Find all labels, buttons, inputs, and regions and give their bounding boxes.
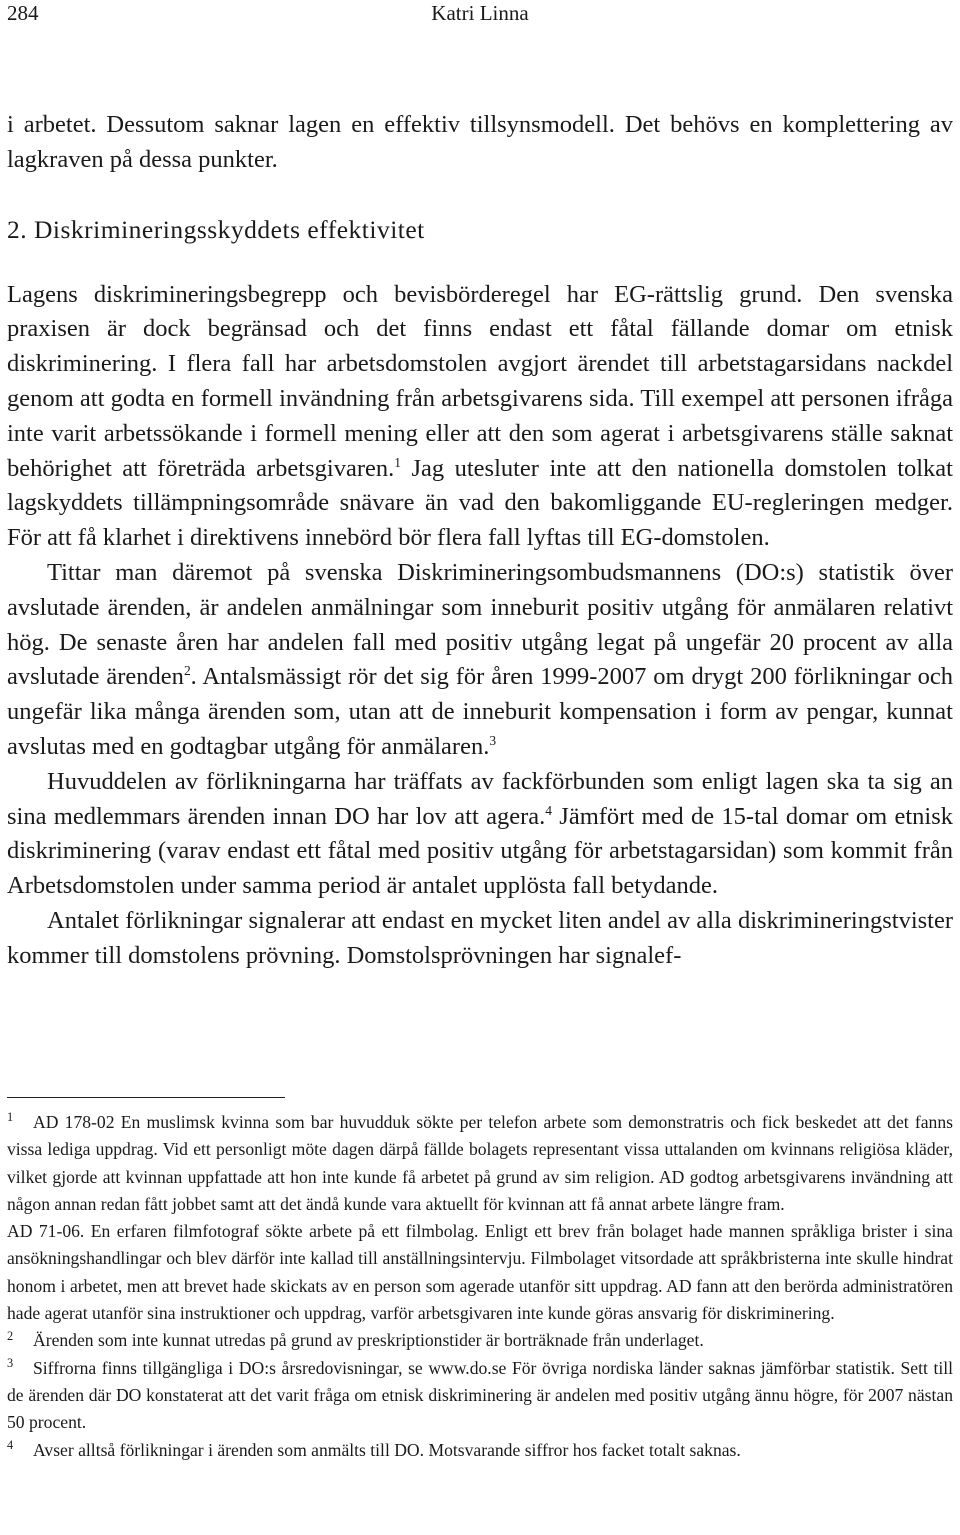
paragraph-3-text-a: Huvuddelen av förlikningarna har träffats av fackförbunden som enligt lagen ska ta sig an sina medlemmars ärenden innan DO har lov att agera. [7, 767, 953, 830]
footnote-reference-3: 3 [489, 732, 497, 748]
paragraph-2-text-b: . Antalsmässigt rör det sig för åren 1999-2007 om drygt 200 förlikningar och ungefär lika många ärenden som, utan att de inneburit kompensation i form av pengar, kunnat avslutas med en godtagbar utgång för anmälaren. [7, 663, 953, 760]
footnotes [7, 1109, 953, 1464]
footnote-4-text: Avser alltså förlikningar i ärenden som anmälts till DO. Motsvarande siffror hos facket totalt saknas. [33, 1439, 741, 1460]
footnote-3: 3 Siffrorna finns tillgängliga i DO:s årsredovisningar, se www.do.se För övriga nordiska länder saknas jämförbar statistik. Sett till de ärenden där DO konstaterat att det varit fråga om etnisk diskriminering är andelen med positiv utgång ännu högre, för 2007 nästan 50 procent. [7, 1355, 953, 1433]
paragraph-3 [7, 765, 953, 904]
running-head [7, 0, 953, 30]
footnote-3-text: Siffrorna finns tillgängliga i DO:s årsredovisningar, se www.do.se För övriga nordiska länder saknas jämförbar statistik. Sett till de ärenden där DO konstaterat att det varit fråga om etnisk diskriminering är andelen med positiv utgång ännu högre, för 2007 nästan 50 procent. [7, 1357, 953, 1433]
footnote-2-text: Ärenden som inte kunnat utredas på grund av preskriptionstider är borträknade från underlaget. [33, 1330, 704, 1351]
footnote-reference-2: 2 [183, 663, 191, 679]
running-head-author: Katri Linna [431, 1, 529, 25]
paragraph-1-text-a: Lagens diskrimineringsbegrepp och bevisbörderegel har EG-rättslig grund. Den svenska praxisen är dock begränsad och det finns endast ett fåtal fällande domar om etnisk diskriminering. I flera fall har arbetsdomstolen avgjort ärendet till arbetstagarsidans nackdel genom att godta en formell invändning från arbetsgivarens sida. Till exempel att personen ifråga inte varit arbetssökande i formell mening eller att den som agerat i arbetsgivarens ställe saknat behörighet att företräda arbetsgivaren. [7, 280, 953, 482]
footnote-2: 2 Ärenden som inte kunnat utredas på grund av preskriptionstider är borträknade från underlaget. [7, 1328, 704, 1351]
footnote-divider [7, 1097, 285, 1098]
footnote-1-text: AD 178-02 En muslimsk kvinna som bar huvudduk sökte per telefon arbete som demonstratris och fick beskedet att det fanns vissa lediga uppdrag. Vid ett personligt möte dagen därpå fällde bolagets representant vissa uttalanden om kvinnans religiösa kläder, vilket gjorde att kvinnan uppfattade att hon inte kunde få arbetet på grund av sim religion. AD godtog arbetsgivarens invändning att någon annan redan fått jobbet samt att det ändå kunde vara aktuellt för kvinnan att få annat arbete längre fram. [7, 1112, 953, 1214]
footnote-4: 4 Avser alltså förlikningar i ärenden som anmälts till DO. Motsvarande siffror hos facket totalt saknas. [7, 1437, 741, 1460]
footnote-1: 1 AD 178-02 En muslimsk kvinna som bar huvudduk sökte per telefon arbete som demonstratris och fick beskedet att det fanns vissa lediga uppdrag. Vid ett personligt möte dagen därpå fällde bolagets representant vissa uttalanden om kvinnans religiösa kläder, vilket gjorde att kvinnan uppfattade att hon inte kunde få arbetet på grund av sim religion. AD godtog arbetsgivarens invändning att någon annan redan fått jobbet samt att det ändå kunde vara aktuellt för kvinnan att få annat arbete längre fram. [7, 1110, 953, 1214]
footnote-reference-4: 4 [545, 802, 552, 818]
opening-paragraph: i arbetet. Dessutom saknar lagen en effektiv tillsynsmodell. Det behövs en komplettering av lagkraven på dessa punkter. [7, 111, 953, 173]
paragraph-1-text-b: Jag utesluter inte att den nationella domstolen tolkat lagskyddets tillämpningsområde snävare än vad den bakomliggande EU-regleringen medger. För att få klarhet i direktivens innebörd bör flera fall lyftas till EG-domstolen. [7, 454, 953, 552]
section-heading: 2. Diskrimineringsskyddets effektivitet [7, 214, 425, 244]
paragraph-3-text-b: Jämfört med de 15-tal domar om etnisk diskriminering (varav endast ett fåtal med positiv utgång för arbetstagarsidan) som kommit från Arbetsdomstolen under samma period är antalet upplösta fall betydande. [7, 802, 953, 900]
paragraph-2 [7, 556, 953, 765]
footnote-reference-1: 1 [394, 454, 401, 470]
page-number: 284 [7, 1, 39, 25]
paragraph-1 [7, 278, 953, 556]
body-text [7, 108, 953, 974]
paragraph-2-text-a: Tittar man däremot på svenska Diskrimineringsombudsmannens (DO:s) statistik över avslutade ärenden, är andelen anmälningar som inneburit positiv utgång för anmälaren relativt hög. De senaste åren har andelen fall med positiv utgång legat på ungefär 20 procent av alla avslutade ärenden [7, 558, 953, 691]
footnote-1-continued: AD 71-06. En erfaren filmfotograf sökte arbete på ett filmbolag. Enligt ett brev från bolaget hade mannen språkliga brister i sina ansökningshandlingar och blev därför inte kallad till anställningsintervju. Filmbolaget vitsordade att språkbristerna inte skulle hindrat honom i arbetet, men att brevet hade skickats av en person som agerade utanför sitt uppdrag. AD fann att den berörda administratören hade agerat utanför sina instruktioner och uppdrag, varför arbetsgivaren inte kunde göras ansvarig för diskriminering. [7, 1221, 953, 1324]
paragraph-4: Antalet förlikningar signalerar att endast en mycket liten andel av alla diskrimineringstvister kommer till domstolens prövning. Domstolsprövningen har signalef- [7, 906, 953, 969]
